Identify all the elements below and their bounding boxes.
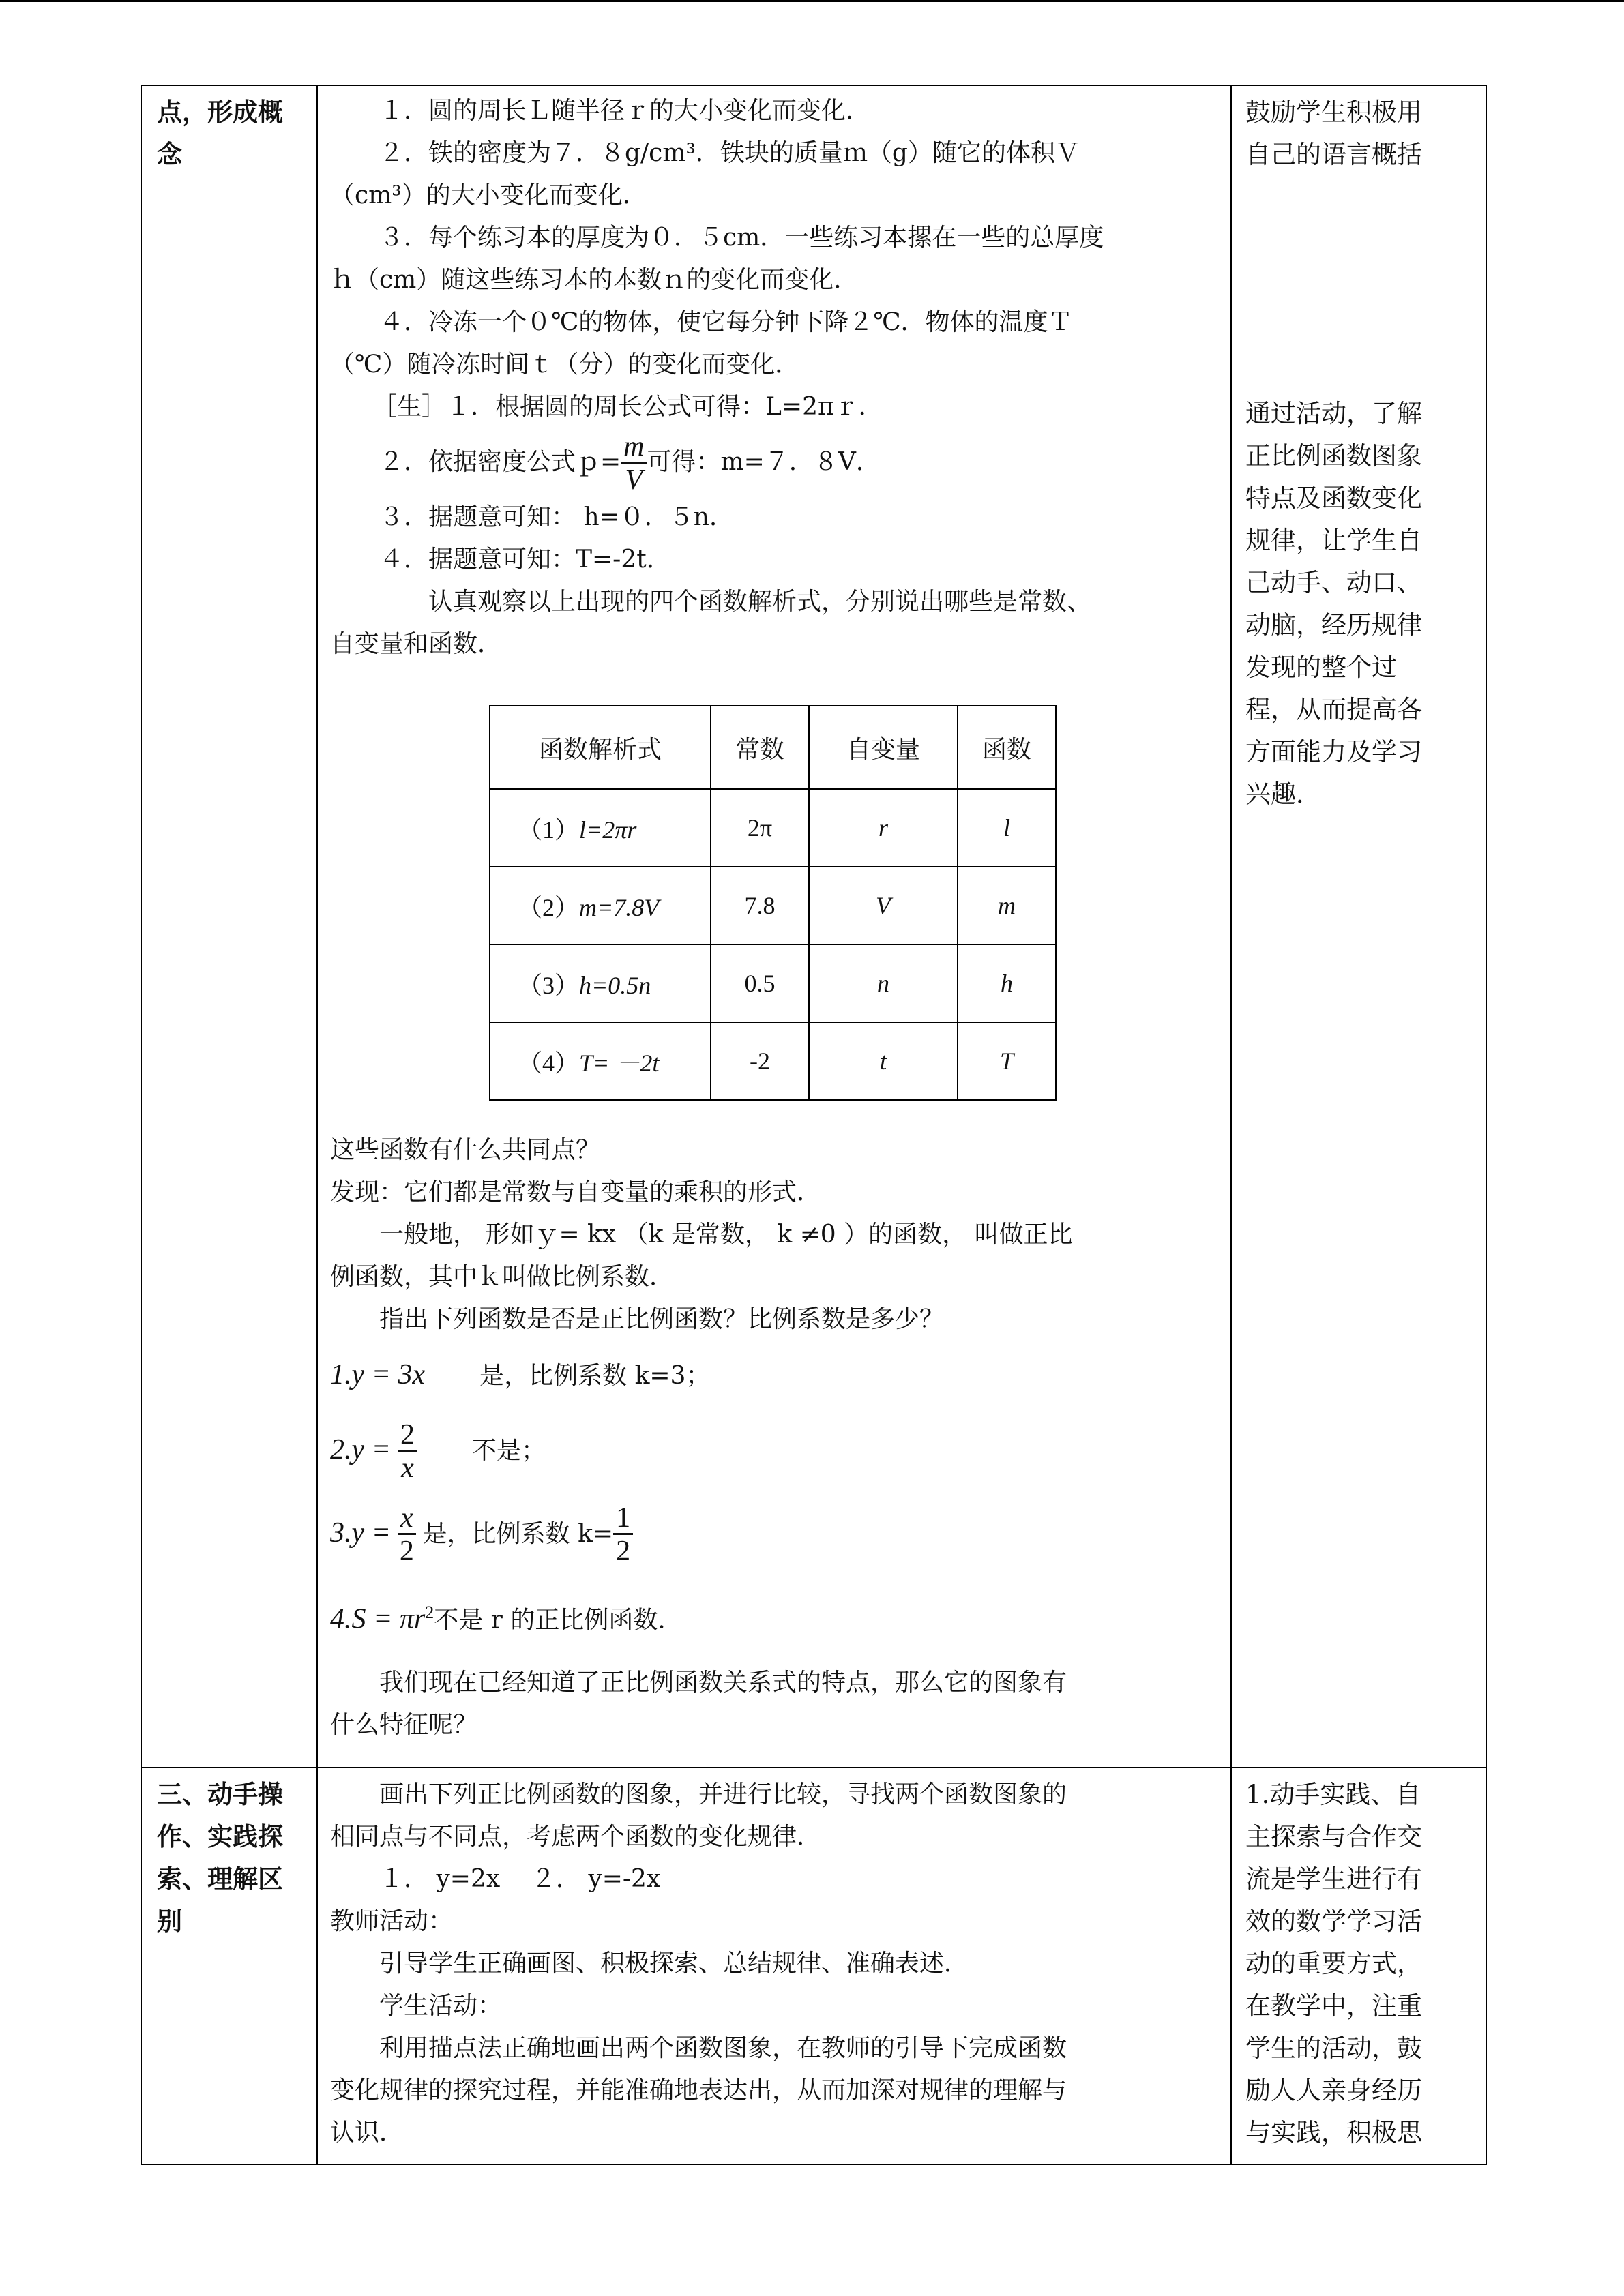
formula-cell: （2）m=7.8V xyxy=(490,867,711,944)
text-line: 画出下列正比例函数的图象，并进行比较，寻找两个函数图象的 xyxy=(379,1780,1067,1808)
text-line: １．圆的周长Ｌ随半径ｒ的大小变化而变化． xyxy=(379,97,871,125)
function-cell: m xyxy=(958,867,1056,944)
lesson-plan-table xyxy=(141,85,1487,2165)
constant-cell: 2π xyxy=(711,789,809,867)
stage-cell xyxy=(141,85,317,1768)
variable-cell: t xyxy=(809,1022,958,1100)
text-line: 发现：它们都是常数与自变量的乘积的形式． xyxy=(330,1178,822,1206)
text-line: （℃）随冷冻时间ｔ（分）的变化而变化． xyxy=(330,351,800,378)
text-line: 什么特征呢？ xyxy=(330,1711,478,1740)
constant-cell: -2 xyxy=(711,1022,809,1100)
variable-cell: V xyxy=(809,867,958,944)
example-2: 2.y = $\frac{2}{x}$ 不是； xyxy=(330,1419,546,1485)
stage-title: 三、动手操 作、实践探 索、理解区 别 xyxy=(157,1780,283,1936)
col-header: 函数 xyxy=(958,706,1056,789)
text-line: 教师活动： xyxy=(330,1907,454,1935)
example-4: $4.S = \pi r^2$不是 r 的正比例函数． xyxy=(330,1602,683,1635)
fraction-1-over-2: $\frac{1}{2}$ xyxy=(613,1503,633,1568)
text-line: 指出下列函数是否是正比例函数？比例系数是多少？ xyxy=(379,1305,945,1333)
text-line: 这些函数有什么共同点？ xyxy=(330,1136,601,1164)
text-line: ３．每个练习本的厚度为０．５cm．一些练习本摞在一些的总厚度 xyxy=(379,224,1104,252)
formula-cell: （1）l=2πr xyxy=(490,789,711,867)
fraction-x-over-2: $\frac{x}{2}$ xyxy=(398,1503,416,1568)
text-line: 自变量和函数． xyxy=(330,630,503,658)
text-line: ４．冷冻一个０℃的物体，使它每分钟下降２℃．物体的温度Ｔ xyxy=(379,308,1073,336)
density-prefix: ２．依据密度公式ｐ= xyxy=(379,448,621,476)
table-row xyxy=(490,867,1056,944)
text-line: １． y=2x ２． y=-2x xyxy=(379,1865,661,1893)
text-line: ４．据题意可知：T=-2t． xyxy=(379,546,671,573)
col-header: 常数 xyxy=(711,706,809,789)
definition-line: 一般地， 形如ｙ= kx （k 是常数， k ≠0 ）的函数， 叫做正比 xyxy=(379,1221,1073,1249)
col-header: 函数解析式 xyxy=(490,706,711,789)
text-line: 变化规律的探究过程，并能准确地表达出，从而加深对规律的理解与 xyxy=(330,2076,1067,2104)
table-header-row xyxy=(490,706,1056,789)
stage-title: 点，形成概 念 xyxy=(157,98,283,169)
lesson-row-practice xyxy=(141,1768,1486,2164)
table-row xyxy=(490,789,1056,867)
content-cell xyxy=(317,85,1231,1768)
lesson-row-concept xyxy=(141,85,1486,1768)
text-line: ３．据题意可知： h=０．５n． xyxy=(379,503,734,531)
formula-cell: （3）h=0.5n xyxy=(490,944,711,1022)
text-line: 认识． xyxy=(330,2119,404,2147)
text-line: ｈ（cm）随这些练习本的本数ｎ的变化而变化． xyxy=(330,266,859,294)
page-top-rule xyxy=(0,0,1624,2)
col-header: 自变量 xyxy=(809,706,958,789)
note-activity: 通过活动，了解 正比例函数图象 特点及函数变化 规律，让学生自 己动手、动口、 动脑，经历规律 发现的整个过 程，从而提高各 方面能力及学习 兴趣． xyxy=(1245,399,1422,809)
constant-cell: 7.8 xyxy=(711,867,809,944)
text-line: 引导学生正确画图、积极探索、总结规律、准确表述． xyxy=(379,1950,969,1978)
example-1: 1.y = 3x 是，比例系数 k=3； xyxy=(330,1359,711,1390)
text-line: （cm³）的大小变化而变化． xyxy=(330,181,647,209)
table-row xyxy=(490,944,1056,1022)
variable-cell: n xyxy=(809,944,958,1022)
function-analysis-table xyxy=(489,705,1057,1101)
function-cell: l xyxy=(958,789,1056,867)
density-line xyxy=(330,428,1224,496)
variable-cell: r xyxy=(809,789,958,867)
fraction-m-over-v: $\frac{m}{V}$ xyxy=(621,432,647,496)
function-cell: h xyxy=(958,944,1056,1022)
example-3: 3.y = $\frac{x}{2}$ 是，比例系数 k= $\frac{1}{2}$ xyxy=(330,1492,1224,1575)
text-line: 相同点与不同点，考虑两个函数的变化规律． xyxy=(330,1823,822,1851)
note-practice: 1.动手实践、自 主探索与合作交 流是学生进行有 效的数学学习活 动的重要方式， 在教学中，注重 学生的活动，鼓 励人人亲身经历 与实践，积极思 xyxy=(1245,1780,1422,2147)
definition-line: 例函数，其中ｋ叫做比例系数． xyxy=(330,1263,675,1291)
text-line: ２．铁的密度为７．８g/cm³．铁块的质量ｍ（g）随它的体积Ｖ xyxy=(379,139,1080,167)
formula-cell: （4）T= －2t xyxy=(490,1022,711,1100)
function-cell: T xyxy=(958,1022,1056,1100)
stage-cell xyxy=(141,1768,317,2164)
text-line: 我们现在已经知道了正比例函数关系式的特点，那么它的图象有 xyxy=(379,1669,1067,1697)
density-suffix: 可得：m=７．８V． xyxy=(647,448,881,476)
content-cell xyxy=(317,1768,1231,2164)
fraction-2-over-x: $\frac{2}{x}$ xyxy=(398,1420,417,1485)
text-line: 利用描点法正确地画出两个函数图象，在教师的引导下完成函数 xyxy=(379,2034,1067,2062)
constant-cell: 0.5 xyxy=(711,944,809,1022)
text-line: ［生］１．根据圆的周长公式可得：L=2πｒ． xyxy=(372,393,883,421)
note-cell xyxy=(1231,1768,1486,2164)
note-encourage: 鼓励学生积极用 自己的语言概括 xyxy=(1245,98,1422,169)
table-row xyxy=(490,1022,1056,1100)
text-line: 认真观察以上出现的四个函数解析式，分别说出哪些是常数、 xyxy=(428,588,1092,616)
text-line: 学生活动： xyxy=(379,1992,503,2020)
note-cell xyxy=(1231,85,1486,1768)
